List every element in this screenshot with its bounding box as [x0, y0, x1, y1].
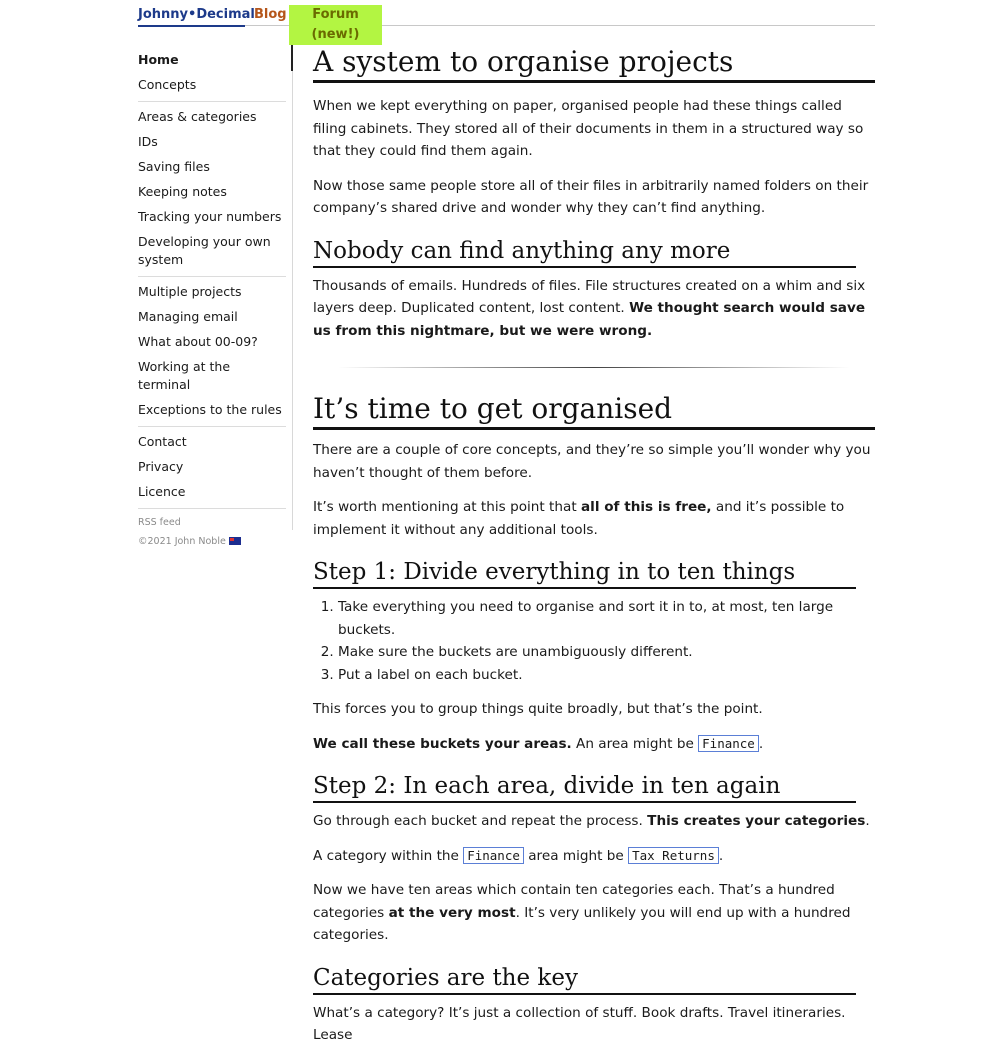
paragraph-what-is-category: What’s a category? It’s just a collection of stuff. Book drafts. Travel itineraries. Lease [313, 1004, 846, 1043]
text-plain: area might be [523, 847, 629, 864]
sidebar-item-home[interactable]: Home [138, 51, 179, 67]
paragraph-group-broadly: This forces you to group things quite broadly, but that’s the point. [313, 701, 763, 717]
sidebar-item-contact[interactable]: Contact [138, 433, 187, 449]
australia-flag-icon [229, 537, 241, 545]
sidebar-group-info [138, 427, 286, 509]
sidebar-active-marker [291, 45, 293, 71]
list-item: 3. Put a label on each bucket. [338, 664, 875, 687]
paragraph-repeat [313, 810, 875, 833]
text-plain: . [758, 735, 764, 752]
top-navigation [138, 5, 875, 42]
sidebar-item-exceptions[interactable]: Exceptions to the rules [138, 401, 282, 417]
sidebar-item-managing-email[interactable]: Managing email [138, 308, 238, 324]
paragraph-thousands-emails [313, 275, 875, 343]
text-plain: . It’s very unlikely you will end up with a hundred categories. [313, 904, 851, 943]
rss-feed-link[interactable]: RSS feed [138, 517, 181, 528]
nav-forum-link[interactable]: Forum (new!) [289, 5, 382, 45]
text-bold: all of this is free, [580, 499, 712, 515]
text-bold: We call these buckets your areas. [313, 735, 572, 752]
text-plain: A category within the [313, 847, 464, 864]
text-plain: Thousands of emails. Hundreds of files. File structures created on a whim and six layers deep. Duplicated content, lost content. [313, 277, 866, 316]
list-item: 2. Make sure the buckets are unambiguously different. [338, 641, 875, 664]
text-plain: It’s worth mentioning at this point that [313, 499, 581, 515]
nav-blog-link[interactable]: Blog [254, 7, 287, 22]
sidebar-group-advanced [138, 277, 286, 427]
text-plain: An area might be [571, 735, 699, 752]
section-divider [338, 367, 850, 368]
sidebar-group-main [138, 45, 286, 102]
text-bold: This creates your categories [647, 813, 866, 829]
sidebar-item-00-09[interactable]: What about 00-09? [138, 333, 258, 349]
code-finance: Finance [463, 847, 524, 864]
heading-step-1: Step 1: Divide everything in to ten things [313, 557, 856, 589]
paragraph-areas [313, 733, 875, 756]
text-plain: Go through each bucket and repeat the process. [313, 813, 648, 829]
sidebar [138, 45, 286, 551]
text-bold: at the very most [388, 904, 516, 921]
step1-list [313, 596, 875, 686]
paragraph-filing-cabinets: When we kept everything on paper, organised people had these things called filing cabinets. They stored all of their documents in them in a structured way so that they could find them again. [313, 98, 864, 159]
sidebar-item-terminal[interactable]: Working at the terminal [138, 358, 231, 392]
sidebar-footer [138, 509, 286, 551]
sidebar-item-privacy[interactable]: Privacy [138, 458, 184, 474]
heading-get-organised: It’s time to get organised [313, 391, 875, 430]
paragraph-category-example [313, 845, 875, 868]
sidebar-item-ids[interactable]: IDs [138, 133, 158, 149]
sidebar-item-areas-categories[interactable]: Areas & categories [138, 108, 257, 124]
text-bold: We thought search would save us from this nightmare, but we were wrong. [313, 300, 866, 339]
text-plain: . [718, 847, 724, 864]
sidebar-group-concepts [138, 102, 286, 277]
paragraph-core-concepts: There are a couple of core concepts, and they’re so simple you’ll wonder why you haven’t thought of them before. [313, 442, 871, 481]
nav-johnny-decimal-link[interactable]: Johnny•Decimal [138, 5, 245, 27]
text-plain: Now we have ten areas which contain ten categories each. That’s a hundred categories [313, 882, 835, 921]
text-plain: and it’s possible to implement it without any additional tools. [313, 499, 845, 538]
main-content [313, 44, 875, 1047]
text-plain: . [865, 813, 870, 829]
sidebar-item-concepts[interactable]: Concepts [138, 76, 197, 92]
page-title: A system to organise projects [313, 44, 875, 83]
heading-step-2: Step 2: In each area, divide in ten again [313, 771, 856, 803]
sidebar-item-tracking-numbers[interactable]: Tracking your numbers [138, 208, 282, 224]
heading-categories-key: Categories are the key [313, 963, 856, 995]
sidebar-item-multiple-projects[interactable]: Multiple projects [138, 283, 242, 299]
code-finance: Finance [698, 735, 759, 752]
sidebar-item-saving-files[interactable]: Saving files [138, 158, 210, 174]
sidebar-divider [292, 45, 293, 530]
paragraph-hundred-categories [313, 879, 875, 947]
paragraph-free [313, 496, 875, 541]
paragraph-shared-drive: Now those same people store all of their files in arbitrarily named folders on their company’s shared drive and wonder why they can’t find anything. [313, 177, 869, 216]
copyright [138, 532, 286, 551]
code-tax-returns: Tax Returns [628, 847, 719, 864]
sidebar-item-keeping-notes[interactable]: Keeping notes [138, 183, 227, 199]
sidebar-item-licence[interactable]: Licence [138, 483, 186, 499]
sidebar-item-developing-system[interactable]: Developing your own system [138, 233, 271, 267]
list-item: 1. Take everything you need to organise and sort it in to, at most, ten large buckets. [338, 596, 875, 641]
heading-nobody-can-find: Nobody can find anything any more [313, 236, 856, 268]
copyright-text: ©2021 John Noble [138, 536, 226, 547]
